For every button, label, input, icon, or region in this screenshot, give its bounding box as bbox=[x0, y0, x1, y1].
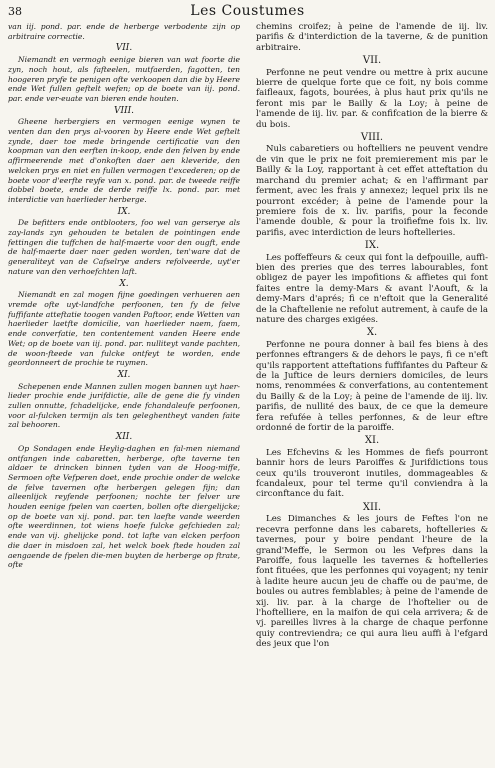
article-number: X. bbox=[366, 327, 378, 339]
article-text: Niemandt en zal mogen fijne goedingen verhueren aen vremde ofte uyt-landfche perfoonen, ten fy de felve fuffifante atteftatie toogen vanden Paftoor, ende Wetten van haerlieder laetfte domicilie, van haerlieder naem, faem, ende converfatie, ten contentement vanden Heere ende Wet; op de boete van iij. pond. par. nulliteyt vande pachten, de woon-fteede van fulcke ontfeyt te worden, ende geordonneert de prochie te ruymen. bbox=[8, 290, 240, 368]
article-text: Gheene herbergiers en vermogen eenige wynen te venten dan den prys al-vooren by Heere ende Wet geftelt zynde, daer toe mede bringende certificatie van den koopman van den eerften in-koop, ende den felven by ende affirmeerende met d'onkoften daer aen kleveride, den welcken prys en niet en fullen vermogen t'excederen; op de boete voor d'eerfte reyfe van x. pond. par. de tweede reiffe dobbel boete, ende de derde reiffe lx. pond. par. met interdictie van haerlieder herberge. bbox=[8, 117, 240, 204]
article-text: Perfonne ne poura donner à bail fes biens à des perfonnes eftrangers & de dehors le pays, fi ce n'eft qu'ils rapportent atteftations fuffifantes du Pafteur & de la Juftice de leurs derniers domiciles, de leurs noms, renommées & converfations, au contentement du Bailly & de la Loy; à peine de l'amende de iij. liv. parifis, de nullité des baux, de ce que la demeure fera refufée à telles perfonnes, & de leur eftre ordonné de fortir de la paroiffe. bbox=[256, 339, 488, 434]
article-number: XII. bbox=[115, 432, 133, 443]
article-number: VII. bbox=[115, 43, 133, 54]
page-title: Les Coustumes bbox=[190, 3, 305, 19]
left-lead-paragraph: van iij. pond. par. ende de herberge verbodente zijn op arbitraire correctie. bbox=[8, 22, 240, 41]
article-number: VII. bbox=[362, 55, 382, 67]
article-number: XI. bbox=[364, 435, 380, 447]
article-number: XI. bbox=[117, 369, 131, 380]
article-text: Nuls cabaretiers ou hoftelliers ne peuvent vendre de vin que le prix ne foit premierement mis par le Bailly & la Loy, rapportant à cet effet atteftation du marchand du premier achat; & en l'affirmant par ferment, avec les frais y annexez; lequel prix ils ne pourront excéder; à peine de l'amende pour la premiere fois de x. liv. parifis, pour la feconde l'amende double, & pour la troifiefme fois lx. liv. parifis, avec interdiction de leurs hoftelleries. bbox=[256, 144, 488, 238]
article-text: Les Efchevins & les Hommes de fiefs pourront bannir hors de leurs Paroiffes & Jurifdictions tous ceux qu'ils trouveront inutiles, dommageables & fcandaleux, pour tel terme qu'il conviendra à la circonftance du fait. bbox=[256, 447, 488, 500]
article-number: VIII. bbox=[113, 105, 135, 116]
article-text: Perfonne ne peut vendre ou mettre à prix aucune bierre de quelque forte que ce foit, ny bois comme faifleaux, fagots, bourées, à plus haut prix qu'ils ne feront mis par le Bailly & la Loy; à peine de l'amende de iij. liv. par. & confifcation de la bierre & du bois. bbox=[256, 67, 488, 130]
article-text: Schepenen ende Mannen zullen mogen bannen uyt haer-lieder prochie ende jurifdictie, alle de gene die fy vinden zullen onnutte, fchadelijcke, ende fchandaleufe perfoonen, voor al-fulcken termijn als ten geleghentheyt vanden faite zal behooren. bbox=[8, 381, 240, 430]
article-number: IX. bbox=[117, 206, 131, 217]
article-text: Les poffeffeurs & ceux qui font la defpouille, auffi-bien des preries que des terres labourables, font obligez de payer les impofitions & affietes qui font faites entre la demy-Mars & avant l'Aouft, & la demy-Mars d'aprés; fi ce n'eftoit que la Generalité de la Chaftellenie ne refolut autrement, à caufe de la nature des charges exigées. bbox=[256, 252, 488, 325]
running-header bbox=[0, 5, 495, 21]
article-number: X. bbox=[119, 278, 129, 289]
article-text: Op Sondagen ende Heylig-daghen en fal-men niemand ontfangen inde cabaretten, herberge, ofte taverne ten aldaer te drincken binnen tyden van de Hoog-miffe, Sermoen ofte Vefperen doet, ende prochie onder de welcke de felve tavernen ofte herbergen gelegen fijn; dan alleenlijck reyfende perfoonen; nochte ter felver ure houden eenige fpelen van caerten, bollen ofte diergelijcke; op de boete van xij. pond. par. ten laefte vande weerden ofte weerdinnen, tot wiens hoefe fulcke gefchieden zal; ende van vij. ghelijcke pond. tot lafte van elcken perfoon die daer in misdoen zal, het welck boek ftede houden zal aengaende de fpelen die-men buyten de herberge op ftrate, ofte bbox=[8, 443, 240, 570]
article-text: Niemandt en vermogh eenige bieren van wat foorte die zyn, noch hout, als fafteelen, mutfaerden, fagotten, ten hoogeren pryfe te penigen ofte verkoopen dan die by Heere ende Wet fullen geftelt wefen; op de boete van iij. pond. par. ende ver-euate van bieren ende houten. bbox=[8, 55, 240, 103]
article-number: IX. bbox=[364, 240, 380, 252]
french-column bbox=[256, 22, 488, 764]
article-text: Les Dimanches & les jours de Feftes l'on ne recevra perfonne dans les cabarets, hoftelleries & tavernes, pour y boire pendant l'heure de la grand'Meffe, le Sermon ou les Vefpres dans la Paroiffe, fous laquelle les tavernes & hoftelleries font fituées, que les perfonnes qui voyagent; ny tenir à ladite heure aucun jeu de chaffe ou de pau'me, de boules ou autres femblables; à peine de l'amende de xij. liv. par. à la charge de l'hoftelier ou de l'hoftelliere, en la maifon de qui cela arrivera; & de vj. pareilles livres à la charge de chaque perfonne quiy contreviendra; ce qui aura lieu auffi à l'efgard des jeux que l'on bbox=[256, 514, 488, 650]
article-number: XII. bbox=[362, 501, 382, 513]
article-number: VIII. bbox=[360, 132, 384, 144]
page-number: 38 bbox=[8, 5, 22, 18]
article-text: De befitters ende ontblooters, foo wel van gerserye als zay-lands zyn gehouden te betalen de pointingen ende fettingen die tuffchen de half-maerte voor den ougft, ende de half-maerte daer naer geden worden, ten'ware dat de generaliteyt van de Cafselrye anders refolveerde, uyt'er nature van den verhoefchten laft. bbox=[8, 218, 240, 276]
right-lead-paragraph: chemins croifez; à peine de l'amende de iij. liv. parifis & d'interdiction de la taverne, & de punition arbitraire. bbox=[256, 22, 488, 53]
flemish-column bbox=[8, 22, 240, 764]
